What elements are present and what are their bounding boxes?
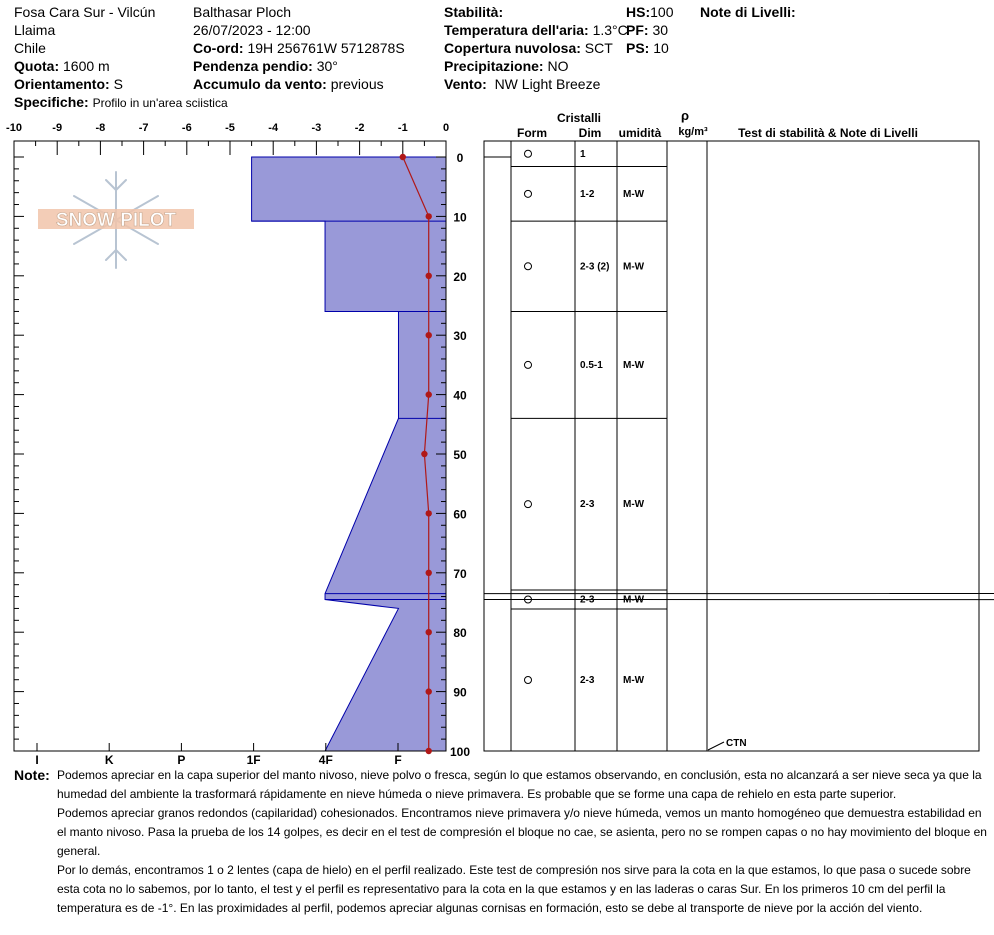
temperature-point [426, 391, 432, 397]
elevation-value: 1600 m [63, 58, 110, 74]
hardness-tick-label: 4F [318, 753, 333, 765]
specifics-label: Specifiche: [14, 94, 89, 110]
test-result-pointer [708, 742, 724, 750]
layer-size: 2-3 (2) [580, 261, 610, 273]
layer-size: 2-3 [580, 499, 595, 511]
specifics-value: Profilo in un'area sciistica [92, 96, 228, 110]
temperature-tick-label: -2 [354, 122, 365, 134]
header-notes: Test di stabilità & Note di Livelli [738, 126, 918, 140]
hardness-tick-label: K [104, 753, 114, 765]
temperature-tick-label: -8 [95, 122, 106, 134]
temperature-point [426, 332, 432, 338]
layer-form-symbol [525, 263, 532, 270]
location: Fosa Cara Sur - Vilcún [14, 4, 156, 20]
layer-size: 1-2 [580, 188, 595, 200]
ps-label: PS: [626, 40, 650, 56]
layer-size: 2-3 [580, 675, 595, 686]
temperature-point [421, 451, 427, 457]
temperature-point [400, 154, 406, 160]
test-result-label: CTN [726, 738, 747, 749]
layer-moisture: M-W [623, 499, 645, 511]
hardness-tick-label: 1F [246, 753, 261, 765]
depth-tick-label: 70 [453, 566, 467, 581]
wind-label: Vento: [444, 76, 487, 92]
temperature-tick-label: -3 [311, 122, 322, 134]
pf-label: PF: [626, 22, 649, 38]
layer-form-symbol [525, 501, 532, 508]
depth-tick-label: 30 [453, 329, 467, 344]
temperature-tick-label: -1 [397, 122, 408, 134]
temperature-point [426, 213, 432, 219]
wind-loading-value: previous [330, 76, 384, 92]
depth-tick-label: 20 [453, 269, 467, 284]
depth-tick-label: 10 [453, 210, 467, 225]
temperature-point [426, 510, 432, 516]
notes-label: Note: [14, 767, 50, 783]
stability-label: Stabilità: [444, 4, 504, 20]
notes-paragraph: Podemos apreciar en la capa superior del manto nivoso, nieve polvo o fresca, según lo que estamos observando, en conclusión, esta no alcanzará a ser nieve seca ya que la humedad del ambiente la trasformará rápidamente en nieve húmeda o nieve primavera. Es probable que se forme una capa de rehielo en esta parte superior. [57, 768, 982, 801]
precip-value: NO [547, 58, 569, 74]
observer: Balthasar Ploch [193, 4, 292, 20]
snowpilot-logo [38, 172, 194, 268]
pf-value: 30 [652, 22, 669, 38]
header-crystals: Cristalli [556, 111, 602, 125]
hardness-profile [252, 157, 446, 751]
sky-value: SCT [584, 40, 613, 56]
layer-form-symbol [525, 677, 532, 684]
layer-moisture: M-W [623, 359, 645, 371]
hs-value: 100 [650, 4, 674, 20]
layer-form-symbol [525, 361, 532, 368]
depth-tick-label: 40 [453, 388, 467, 403]
notes-paragraph: Por lo demás, encontramos 1 o 2 lentes (capa de hielo) en el perfil realizado. Este test de compresión nos sirve para la cota en la que estamos, lo que pasa o sucede sobre esta cota no lo sabemos, por lo tanto, el test y el perfil es representativo para la cota en la que estamos y en las laderas o caras Sur. En los primeros 10 cm del perfil la temperatura es de -1°. En las proximidades al perfil, podemos apreciar algunas cornisas en formación, esto se debe al transporte de nieve por la acción del viento. [57, 863, 971, 915]
notes-text [57, 766, 989, 918]
temperature-point [426, 273, 432, 279]
temperature-point [426, 688, 432, 694]
header-density-symbol: ρ [680, 108, 690, 123]
depth-tick-label: 0 [456, 151, 464, 165]
aspect-value: S [113, 76, 123, 92]
layer-notes-label: Note di Livelli: [700, 4, 796, 20]
depth-tick-label: 100 [449, 745, 471, 759]
layer-size: 2-3 [580, 594, 595, 606]
table-frame [484, 141, 979, 751]
depth-tick-label: 80 [453, 626, 467, 641]
coord-value: 19H 256761W 5712878S [247, 40, 405, 56]
temperature-tick-label: -7 [138, 122, 149, 134]
header-density-unit: kg/m³ [678, 126, 708, 138]
aspect-label: Orientamento: [14, 76, 110, 92]
layer-form-symbol [525, 190, 532, 197]
precip-label: Precipitazione: [444, 58, 544, 74]
depth-tick-label: 60 [453, 507, 467, 522]
temperature-tick-label: -5 [225, 122, 235, 134]
temperature-point [426, 748, 432, 754]
slope-value: 30° [316, 58, 338, 74]
ps-value: 10 [653, 40, 669, 56]
header-form: Form [517, 126, 547, 140]
layer-moisture: M-W [623, 261, 645, 273]
datetime: 26/07/2023 - 12:00 [193, 22, 311, 38]
layer-moisture: M-W [623, 675, 645, 686]
hardness-tick-label: I [35, 753, 39, 765]
depth-tick-label: 90 [453, 685, 467, 700]
air-temp-label: Temperatura dell'aria: [444, 22, 589, 38]
elevation-label: Quota: [14, 58, 60, 74]
slope-label: Pendenza pendio: [193, 58, 313, 74]
header-moisture: umidità [618, 126, 662, 140]
layer-moisture: M-W [623, 188, 645, 200]
layer-moisture: M-W [623, 594, 645, 606]
depth-tick-label: 50 [453, 448, 467, 462]
region: Llaima [14, 22, 56, 38]
sky-label: Copertura nuvolosa: [444, 40, 581, 56]
temperature-tick-label: -10 [6, 122, 22, 134]
hardness-tick-label: P [177, 753, 186, 765]
coord-label: Co-ord: [193, 40, 244, 56]
notes-paragraph: Podemos apreciar granos redondos (capilaridad) cohesionados. Encontramos nieve primavera y/o nieve húmeda, vemos un manto homogéneo que demuestra estabilidad en el manto nivoso. Pasa la prueba de los 14 golpes, es decir en el test de compresión el bloque no cae, se asienta, pero no se rompen capas o no hay movimiento del bloque en general. [57, 806, 987, 858]
wind-value: NW Light Breeze [494, 76, 601, 92]
temperature-tick-label: -9 [52, 122, 63, 134]
temperature-point [426, 629, 432, 635]
hs-label: HS: [626, 4, 651, 20]
logo-text: SNOW PILOT [55, 210, 177, 231]
country: Chile [14, 40, 46, 56]
temperature-tick-label: -6 [181, 122, 192, 134]
layer-form-symbol [525, 150, 532, 157]
layer-size: 1 [580, 148, 586, 160]
boundary-connector [484, 600, 994, 609]
layer-size: 0.5-1 [580, 359, 603, 371]
hardness-tick-label: F [394, 753, 402, 765]
boundary-connector [484, 590, 994, 594]
temperature-tick-label: 0 [442, 122, 450, 134]
wind-loading-label: Accumulo da vento: [193, 76, 327, 92]
header-size: Dim [578, 126, 602, 140]
air-temp-value: 1.3°C [592, 22, 628, 38]
temperature-point [426, 570, 432, 576]
temperature-tick-label: -4 [268, 122, 279, 134]
